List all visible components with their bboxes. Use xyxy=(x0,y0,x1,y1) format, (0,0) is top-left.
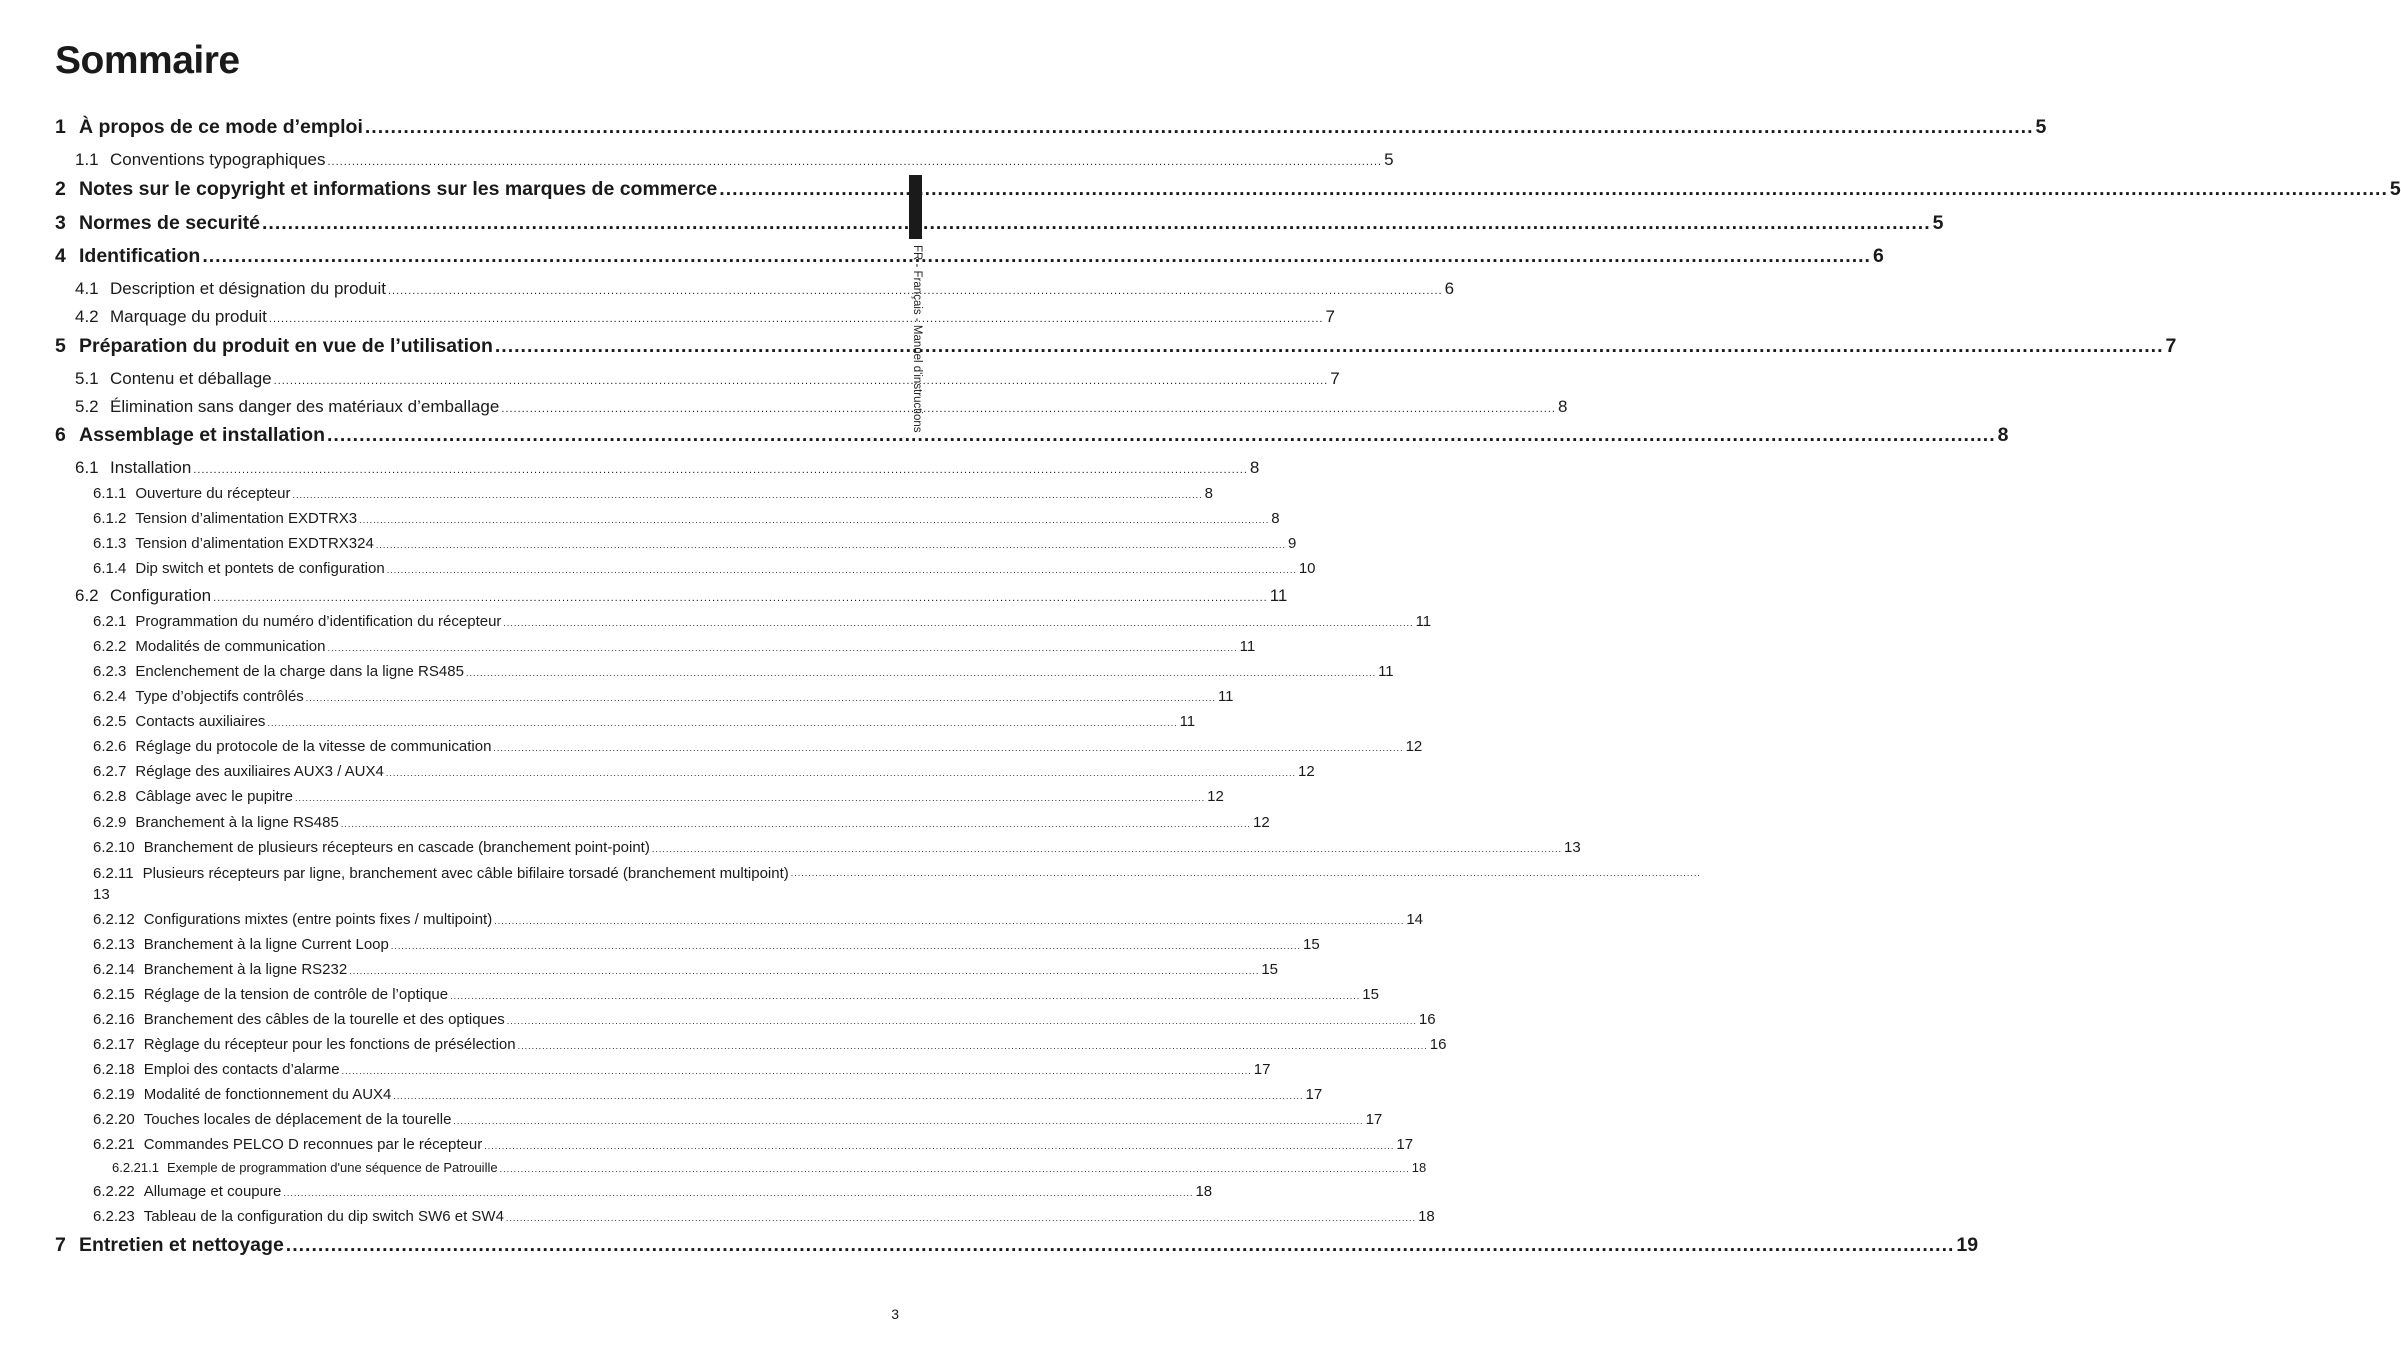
toc-entry-label: Câblage avec le pupitre xyxy=(135,788,293,805)
toc-entry-page: 15 xyxy=(1362,986,1379,1003)
toc-entry[interactable] xyxy=(93,1086,1323,1106)
toc-entry-number: 5.2 xyxy=(75,397,99,416)
toc-entry-page: 8 xyxy=(1204,485,1213,502)
toc-entry-page: 5 xyxy=(1384,150,1394,169)
toc-entry-label: Modalités de communication xyxy=(135,638,326,655)
toc-entry-page: 8 xyxy=(1557,397,1568,416)
toc-leader-dots: .................................................................................................................................................................................................................................................................... xyxy=(517,1041,1428,1051)
toc-entry-number: 6.2.13 xyxy=(93,936,135,953)
toc-entry-page: 16 xyxy=(1418,1011,1436,1028)
toc-entry[interactable] xyxy=(75,369,1340,391)
toc-entry-page: 8 xyxy=(1271,510,1280,527)
toc-entry-label: Marquage du produit xyxy=(110,307,267,326)
toc-entry-number: 6.2.18 xyxy=(93,1061,135,1078)
toc-entry[interactable] xyxy=(93,560,1316,580)
toc-entry-label: Commandes PELCO D reconnues par le récepteur xyxy=(143,1136,483,1153)
toc-entry-number: 3 xyxy=(55,212,66,234)
toc-entry-label: Configuration xyxy=(110,586,212,605)
toc-entry-label: Contacts auxiliaires xyxy=(135,713,266,730)
toc-entry[interactable] xyxy=(93,510,1280,530)
toc-entry[interactable] xyxy=(55,245,1884,271)
toc-entry-number: 6.2.2 xyxy=(93,638,127,655)
toc-leader-dots: .................................................................................................................................................................................................................................................................... xyxy=(390,941,1302,951)
toc-entry-wrapped[interactable] xyxy=(93,863,1701,905)
toc-entry[interactable] xyxy=(55,116,2047,142)
toc-entry[interactable] xyxy=(75,279,1455,301)
toc-entry[interactable] xyxy=(93,1111,1383,1131)
toc-entry[interactable] xyxy=(93,1011,1436,1031)
toc-entry-page: 11 xyxy=(1415,613,1432,630)
toc-leader-dots: .................................................................................................................................................................................................................................................................... xyxy=(294,793,1206,803)
toc-entry-number: 6.2.17 xyxy=(93,1036,135,1053)
toc-entry[interactable] xyxy=(93,663,1394,683)
toc-entry-label: À propos de ce mode d’emploi xyxy=(79,116,363,138)
toc-entry[interactable] xyxy=(93,839,1581,859)
toc-leader-dots: .................................................................................................................................................................................................................................................................... xyxy=(327,156,1383,168)
toc-leader-dots: .................................................................................................................................................................................................................................................................... xyxy=(465,668,1377,678)
toc-entry-number: 5.1 xyxy=(75,369,99,388)
toc-entry-number: 6.2.21 xyxy=(93,1136,135,1153)
toc-entry-number: 6.1.4 xyxy=(93,560,127,577)
toc-leader-dots: .................................................................................................................................................................................................................................................................... xyxy=(193,464,1248,476)
toc-entry-page: 18 xyxy=(1195,1183,1213,1200)
toc-entry-label: Installation xyxy=(110,458,192,477)
toc-entry-label: Réglage des auxiliaires AUX3 / AUX4 xyxy=(135,763,384,780)
toc-leader-dots: .................................................................................................................................................................................................................................................................... xyxy=(484,1141,1395,1151)
toc-entry-label: Branchement à la ligne RS485 xyxy=(135,814,339,831)
toc-entry[interactable] xyxy=(93,738,1423,758)
toc-entry[interactable] xyxy=(75,150,1394,172)
toc-entry-label: Description et désignation du produit xyxy=(110,279,386,298)
toc-entry-page: 17 xyxy=(1253,1061,1271,1078)
toc-entry-label: Tension d’alimentation EXDTRX324 xyxy=(135,535,374,552)
toc-entry-number: 4 xyxy=(55,245,66,267)
toc-entry-label: Contenu et déballage xyxy=(110,369,272,388)
toc-leader-dots: .................................................................................................................................................................................................................................................................... xyxy=(387,285,1443,297)
toc-entry-page: 11 xyxy=(1179,713,1196,730)
toc-entry-page: 12 xyxy=(1298,763,1315,780)
toc-entry[interactable] xyxy=(93,485,1213,505)
toc-entry[interactable] xyxy=(93,936,1320,956)
toc-entry[interactable] xyxy=(93,961,1279,981)
toc-entry-page: 5 xyxy=(1932,212,1944,234)
toc-entry[interactable] xyxy=(93,713,1196,733)
toc-entry-number: 6.2.20 xyxy=(93,1111,135,1128)
toc-leader-dots: .................................................................................................................................................................................................................................................................... xyxy=(273,375,1329,387)
toc-entry-page: 12 xyxy=(1405,738,1423,755)
toc-entry-label: Exemple de programmation d'une séquence de Patrouille xyxy=(167,1160,498,1175)
toc-entry-number: 2 xyxy=(55,178,66,200)
side-tab-label: FR - Français - Manuel d'instructions xyxy=(911,245,923,433)
toc-entry-page: 11 xyxy=(1239,638,1256,655)
toc-entry-page: 18 xyxy=(1411,1160,1427,1175)
page-title: Sommaire xyxy=(55,39,240,82)
toc-entry-page: 7 xyxy=(2165,335,2177,357)
toc-entry-label: Branchement à la ligne Current Loop xyxy=(143,936,389,953)
toc-leader-dots: .................................................................................................................................................................................................................................................................... xyxy=(305,693,1216,703)
toc-entry[interactable] xyxy=(55,212,1944,238)
toc-leader-dots: .................................................................................................................................................................................................................................................................... xyxy=(327,424,1996,446)
toc-entry-page: 11 xyxy=(1378,663,1394,680)
toc-entry-number: 7 xyxy=(55,1234,66,1256)
toc-entry-label: Modalité de fonctionnement du AUX4 xyxy=(143,1086,392,1103)
toc-entry-label: Touches locales de déplacement de la tourelle xyxy=(143,1111,452,1128)
toc-entry[interactable] xyxy=(75,397,1568,419)
toc-entry-page: 8 xyxy=(1249,458,1260,477)
toc-entry-page: 6 xyxy=(1444,279,1455,298)
toc-entry[interactable] xyxy=(55,335,2177,361)
toc-entry-label: Configurations mixtes (entre points fixes / multipoint) xyxy=(143,911,493,928)
toc-entry-page: 17 xyxy=(1365,1111,1383,1128)
toc-entry-number: 6.2.14 xyxy=(93,961,135,978)
toc-entry-page: 13 xyxy=(1563,839,1581,856)
toc-entry-label: Branchement des câbles de la tourelle et des optiques xyxy=(143,1011,505,1028)
toc-entry-page: 5 xyxy=(2035,116,2047,138)
toc-entry-label: Réglage du protocole de la vitesse de communication xyxy=(135,738,492,755)
toc-entry-number: 6.2.9 xyxy=(93,814,127,831)
toc-entry-page: 6 xyxy=(1872,245,1884,267)
toc-leader-dots: .................................................................................................................................................................................................................................................................... xyxy=(501,403,1556,415)
toc-leader-dots: .................................................................................................................................................................................................................................................................... xyxy=(393,1091,1304,1101)
toc-entry-number: 6.2.19 xyxy=(93,1086,135,1103)
toc-entry-number: 6 xyxy=(55,424,66,446)
toc-entry[interactable] xyxy=(55,1234,1979,1260)
toc-entry-label: Branchement de plusieurs récepteurs en cascade (branchement point-point) xyxy=(143,839,650,856)
toc-entry-page: 5 xyxy=(2389,178,2401,200)
toc-entry[interactable] xyxy=(55,178,2401,204)
toc-leader-dots: .................................................................................................................................................................................................................................................................... xyxy=(503,618,1414,628)
toc-entry-label: Entretien et nettoyage xyxy=(79,1234,284,1256)
toc-entry[interactable] xyxy=(93,1183,1213,1203)
toc-leader-dots: .................................................................................................................................................................................................................................................................... xyxy=(386,565,1297,575)
toc-leader-dots: .................................................................................................................................................................................................................................................................... xyxy=(267,718,1178,728)
toc-entry-page: 17 xyxy=(1305,1086,1323,1103)
toc-entry[interactable] xyxy=(93,1208,1435,1228)
toc-entry-page: 14 xyxy=(1406,911,1424,928)
toc-entry-page: 11 xyxy=(1217,688,1234,705)
toc-entry-label: Programmation du numéro d’identification du récepteur xyxy=(135,613,502,630)
toc-entry-label: Notes sur le copyright et informations sur les marques de commerce xyxy=(79,178,718,200)
toc-entry-page: 7 xyxy=(1325,307,1335,326)
toc-entry-page: 7 xyxy=(1330,369,1340,388)
toc-entry[interactable] xyxy=(93,535,1297,555)
toc-entry-number: 6.2.6 xyxy=(93,738,127,755)
toc-entry[interactable] xyxy=(93,814,1270,834)
toc-entry[interactable] xyxy=(93,638,1256,658)
toc-entry-number: 6.2.22 xyxy=(93,1183,135,1200)
toc-entry-number: 6.1 xyxy=(75,458,99,477)
toc-leader-dots: .................................................................................................................................................................................................................................................................... xyxy=(283,1188,1194,1198)
toc-leader-dots: .................................................................................................................................................................................................................................................................... xyxy=(292,490,1203,500)
toc-entry-page: 12 xyxy=(1207,788,1224,805)
toc-entry[interactable] xyxy=(55,424,2009,450)
toc-leader-dots: .................................................................................................................................................................................................................................................................... xyxy=(651,844,1562,854)
toc-entry-number: 6.2.8 xyxy=(93,788,127,805)
toc-entry-label: Enclenchement de la charge dans la ligne RS485 xyxy=(135,663,464,680)
toc-leader-dots: .................................................................................................................................................................................................................................................................... xyxy=(375,540,1286,550)
toc-entry-page: 15 xyxy=(1303,936,1320,953)
toc-entry-number: 6.2.7 xyxy=(93,763,127,780)
toc-entry-number: 6.1.3 xyxy=(93,535,127,552)
toc-entry-label: Assemblage et installation xyxy=(79,424,325,446)
toc-entry[interactable] xyxy=(112,1160,1427,1178)
toc-entry-label: Élimination sans danger des matériaux d’emballage xyxy=(110,397,500,416)
toc-entry-label: Dip switch et pontets de configuration xyxy=(135,560,385,577)
toc-entry[interactable] xyxy=(93,986,1379,1006)
toc-entry-number: 6.2.11 xyxy=(93,865,134,882)
toc-entry-number: 6.2 xyxy=(75,586,99,605)
toc-entry[interactable] xyxy=(93,613,1432,633)
toc-entry-number: 6.2.15 xyxy=(93,986,135,1003)
toc-leader-dots: .................................................................................................................................................................................................................................................................... xyxy=(493,743,1404,753)
toc-entry-label: Branchement à la ligne RS232 xyxy=(143,961,348,978)
toc-entry-label: Identification xyxy=(79,245,201,267)
toc-entry-number: 6.2.4 xyxy=(93,688,127,705)
toc-leader-dots: .................................................................................................................................................................................................................................................................... xyxy=(364,116,2034,138)
toc-entry-number: 6.2.16 xyxy=(93,1011,135,1028)
toc-entry-page: 17 xyxy=(1396,1136,1414,1153)
toc-entry[interactable] xyxy=(93,788,1224,808)
toc-entry[interactable] xyxy=(75,586,1288,608)
toc-entry-page: 10 xyxy=(1298,560,1316,577)
toc-entry-number: 1 xyxy=(55,116,66,138)
page-number: 3 xyxy=(891,1306,899,1322)
toc-leader-dots: .................................................................................................................................................................................................................................................................... xyxy=(385,768,1296,778)
toc-entry-label: Réglage de la tension de contrôle de l’optique xyxy=(143,986,449,1003)
toc-leader-dots: .................................................................................................................................................................................................................................................................... xyxy=(790,868,1701,878)
toc-entry-label: Règlage du récepteur pour les fonctions de présélection xyxy=(143,1036,516,1053)
toc-entry-number: 6.2.12 xyxy=(93,911,135,928)
toc-leader-dots: .................................................................................................................................................................................................................................................................... xyxy=(202,245,1871,267)
toc-entry-page: 9 xyxy=(1287,535,1297,552)
toc-leader-dots: .................................................................................................................................................................................................................................................................... xyxy=(453,1116,1364,1126)
toc-leader-dots: .................................................................................................................................................................................................................................................................... xyxy=(494,916,1405,926)
toc-leader-dots: .................................................................................................................................................................................................................................................................... xyxy=(494,335,2164,357)
toc-entry-label: Ouverture du récepteur xyxy=(135,485,291,502)
toc-entry-number: 4.2 xyxy=(75,307,99,326)
toc-entry-label: Allumage et coupure xyxy=(143,1183,282,1200)
toc-entry-label: Tension d’alimentation EXDTRX3 xyxy=(135,510,358,527)
toc-entry-number: 6.2.10 xyxy=(93,839,135,856)
toc-leader-dots: .................................................................................................................................................................................................................................................................... xyxy=(213,592,1268,604)
toc-leader-dots: .................................................................................................................................................................................................................................................................... xyxy=(719,178,2388,200)
toc-entry-number: 6.1.1 xyxy=(93,485,127,502)
toc-entry-number: 6.2.1 xyxy=(93,613,127,630)
toc-entry[interactable] xyxy=(93,1136,1414,1156)
toc-leader-dots: .................................................................................................................................................................................................................................................................... xyxy=(340,819,1251,829)
toc-entry-label: Plusieurs récepteurs par ligne, branchement avec câble bifilaire torsadé (branchement multipoint) xyxy=(142,865,789,882)
toc-entry-page: 13 xyxy=(93,886,110,903)
toc-entry-number: 4.1 xyxy=(75,279,99,298)
toc-entry[interactable] xyxy=(93,763,1315,783)
toc-leader-dots: .................................................................................................................................................................................................................................................................... xyxy=(506,1016,1417,1026)
toc-entry-page: 18 xyxy=(1418,1208,1435,1225)
toc-entry-number: 1.1 xyxy=(75,150,99,169)
toc-leader-dots: .................................................................................................................................................................................................................................................................... xyxy=(262,212,1931,234)
toc-leader-dots: .................................................................................................................................................................................................................................................................... xyxy=(359,515,1270,525)
toc-entry-number: 6.1.2 xyxy=(93,510,127,527)
toc-entry-number: 6.2.23 xyxy=(93,1208,135,1225)
toc-entry-page: 16 xyxy=(1429,1036,1447,1053)
toc-entry[interactable] xyxy=(75,307,1335,329)
toc-entry-label: Préparation du produit en vue de l’utilisation xyxy=(79,335,493,357)
toc-entry[interactable] xyxy=(93,1061,1271,1081)
toc-entry-label: Type d’objectifs contrôlés xyxy=(135,688,304,705)
toc-leader-dots: .................................................................................................................................................................................................................................................................... xyxy=(285,1234,1955,1256)
toc-leader-dots: .................................................................................................................................................................................................................................................................... xyxy=(327,643,1238,653)
toc-entry-label: Conventions typographiques xyxy=(110,150,326,169)
toc-leader-dots: .................................................................................................................................................................................................................................................................... xyxy=(341,1066,1252,1076)
toc-entry-page: 8 xyxy=(1997,424,2009,446)
toc-entry-number: 6.2.3 xyxy=(93,663,127,680)
toc-entry[interactable] xyxy=(93,911,1424,931)
toc-entry-number: 5 xyxy=(55,335,66,357)
toc-leader-dots: .................................................................................................................................................................................................................................................................... xyxy=(349,966,1260,976)
toc-entry[interactable] xyxy=(93,1036,1447,1056)
toc-entry-page: 15 xyxy=(1261,961,1279,978)
toc-entry-number: 6.2.21.1 xyxy=(112,1160,159,1175)
toc-leader-dots: .................................................................................................................................................................................................................................................................... xyxy=(499,1164,1410,1174)
toc-entry-page: 19 xyxy=(1956,1234,1979,1256)
toc-entry-label: Emploi des contacts d’alarme xyxy=(143,1061,340,1078)
toc-entry-label: Normes de securité xyxy=(79,212,260,234)
toc-entry[interactable] xyxy=(75,458,1260,480)
toc-entry-label: Tableau de la configuration du dip switch SW6 et SW4 xyxy=(143,1208,504,1225)
toc-entry[interactable] xyxy=(93,688,1234,708)
toc-leader-dots: .................................................................................................................................................................................................................................................................... xyxy=(268,313,1324,325)
toc-entry-number: 6.2.5 xyxy=(93,713,127,730)
toc-leader-dots: .................................................................................................................................................................................................................................................................... xyxy=(505,1213,1417,1223)
toc-entry-page: 11 xyxy=(1269,586,1288,605)
toc-entry-page: 12 xyxy=(1252,814,1270,831)
toc-leader-dots: .................................................................................................................................................................................................................................................................... xyxy=(450,991,1361,1001)
